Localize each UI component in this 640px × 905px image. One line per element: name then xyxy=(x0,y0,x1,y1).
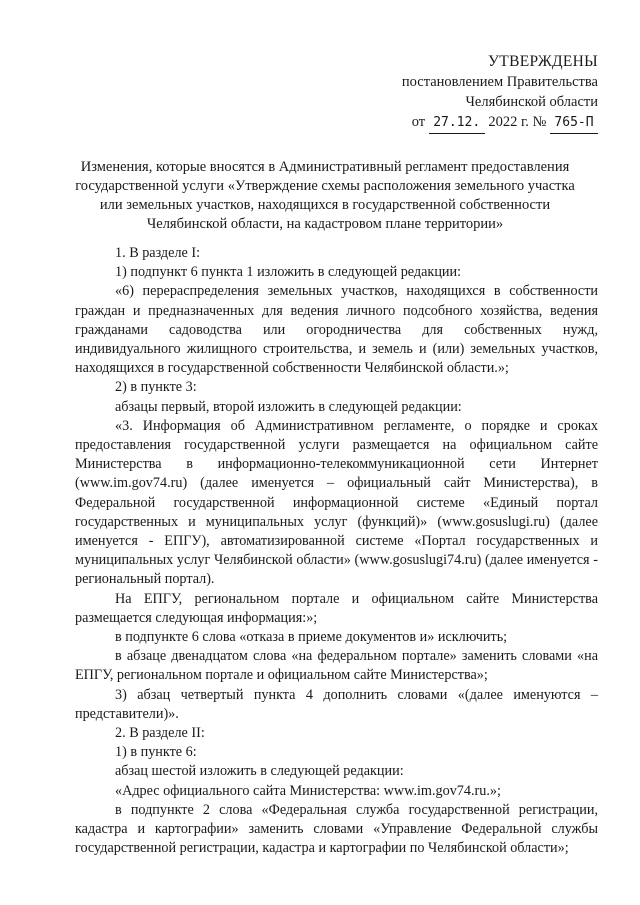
approval-date-line xyxy=(338,112,598,134)
paragraph: в подпункте 6 слова «отказа в приеме документов и» исключить; xyxy=(115,629,508,646)
approval-date: 27.12. xyxy=(429,113,485,134)
paragraph: 3) абзац четвертый пункта 4 дополнить словами «(далее именуются – представители)». xyxy=(75,686,598,722)
paragraph: в абзаце двенадцатом слова «на федеральном портале» заменить словами «на ЕПГУ, региональном портале и официальном сайте Министерства»; xyxy=(75,648,598,684)
paragraph: 2. В разделе II: xyxy=(115,725,205,742)
paragraph: 1) подпункт 6 пункта 1 изложить в следующей редакции: xyxy=(115,264,462,281)
approval-line-1: постановлением Правительства xyxy=(401,74,598,90)
paragraph: «6) перераспределения земельных участков, находящихся в собственности граждан и предназначенных для ведения личного подсобного хозяйства, ведения гражданами садоводства или огородничества для собственных нужд, индивидуального жилищного строительства, и земель и (или) земельных участков, находящихся в государственной собственности Челябинской области.»; xyxy=(75,283,598,377)
paragraph: 1. В разделе I: xyxy=(115,245,201,261)
approval-year: 2022 г. № xyxy=(488,114,547,130)
paragraph: 2) в пункте 3: xyxy=(115,379,197,396)
document-body xyxy=(75,244,598,859)
paragraph: абзацы первый, второй изложить в следующей редакции: xyxy=(115,398,462,415)
paragraph: 1) в пункте 6: xyxy=(115,744,197,761)
paragraph: в подпункте 2 слова «Федеральная служба государственной регистрации, кадастра и картографии» заменить словами «Управление Федеральной службы государственной регистрации, кадастра и картографии по Челябинской области»; xyxy=(75,801,598,857)
approval-line-2: Челябинской области xyxy=(465,94,598,110)
paragraph: абзац шестой изложить в следующей редакции: xyxy=(115,763,404,780)
date-prefix: от xyxy=(411,114,426,130)
paragraph: На ЕПГУ, региональном портале и официальном сайте Министерства размещается следующая информация:»; xyxy=(75,590,598,626)
approval-block xyxy=(338,52,598,134)
paragraph: «Адрес официального сайта Министерства: www.im.gov74.ru.»; xyxy=(115,782,501,799)
document-title: Изменения, которые вносятся в Административный регламент предоставления государственной услуги «Утверждение схемы расположения земельного участка или земельных участков, находящихся в государственной собственности Челябинской области, на кадастровом плане территории» xyxy=(75,159,575,232)
approval-heading: УТВЕРЖДЕНЫ xyxy=(488,53,598,70)
paragraph: «3. Информация об Административном регламенте, о порядке и сроках предоставления государственной услуги размещается на официальном сайте Министерства в информационно-телекоммуникационной сети Интернет (www.im.gov74.ru) (далее именуется – официальный сайт Министерства), в Федеральной государственной информационной системе «Единый портал государственных и муниципальных услуг (функций)» (www.gosuslugi.ru) (далее именуется - ЕПГУ), автоматизированной системе «Портал государственных и муниципальных услуг Челябинской области» (www.gosuslugi74.ru) (далее именуется - региональный портал). xyxy=(75,417,598,588)
approval-number: 765-П xyxy=(550,113,598,134)
